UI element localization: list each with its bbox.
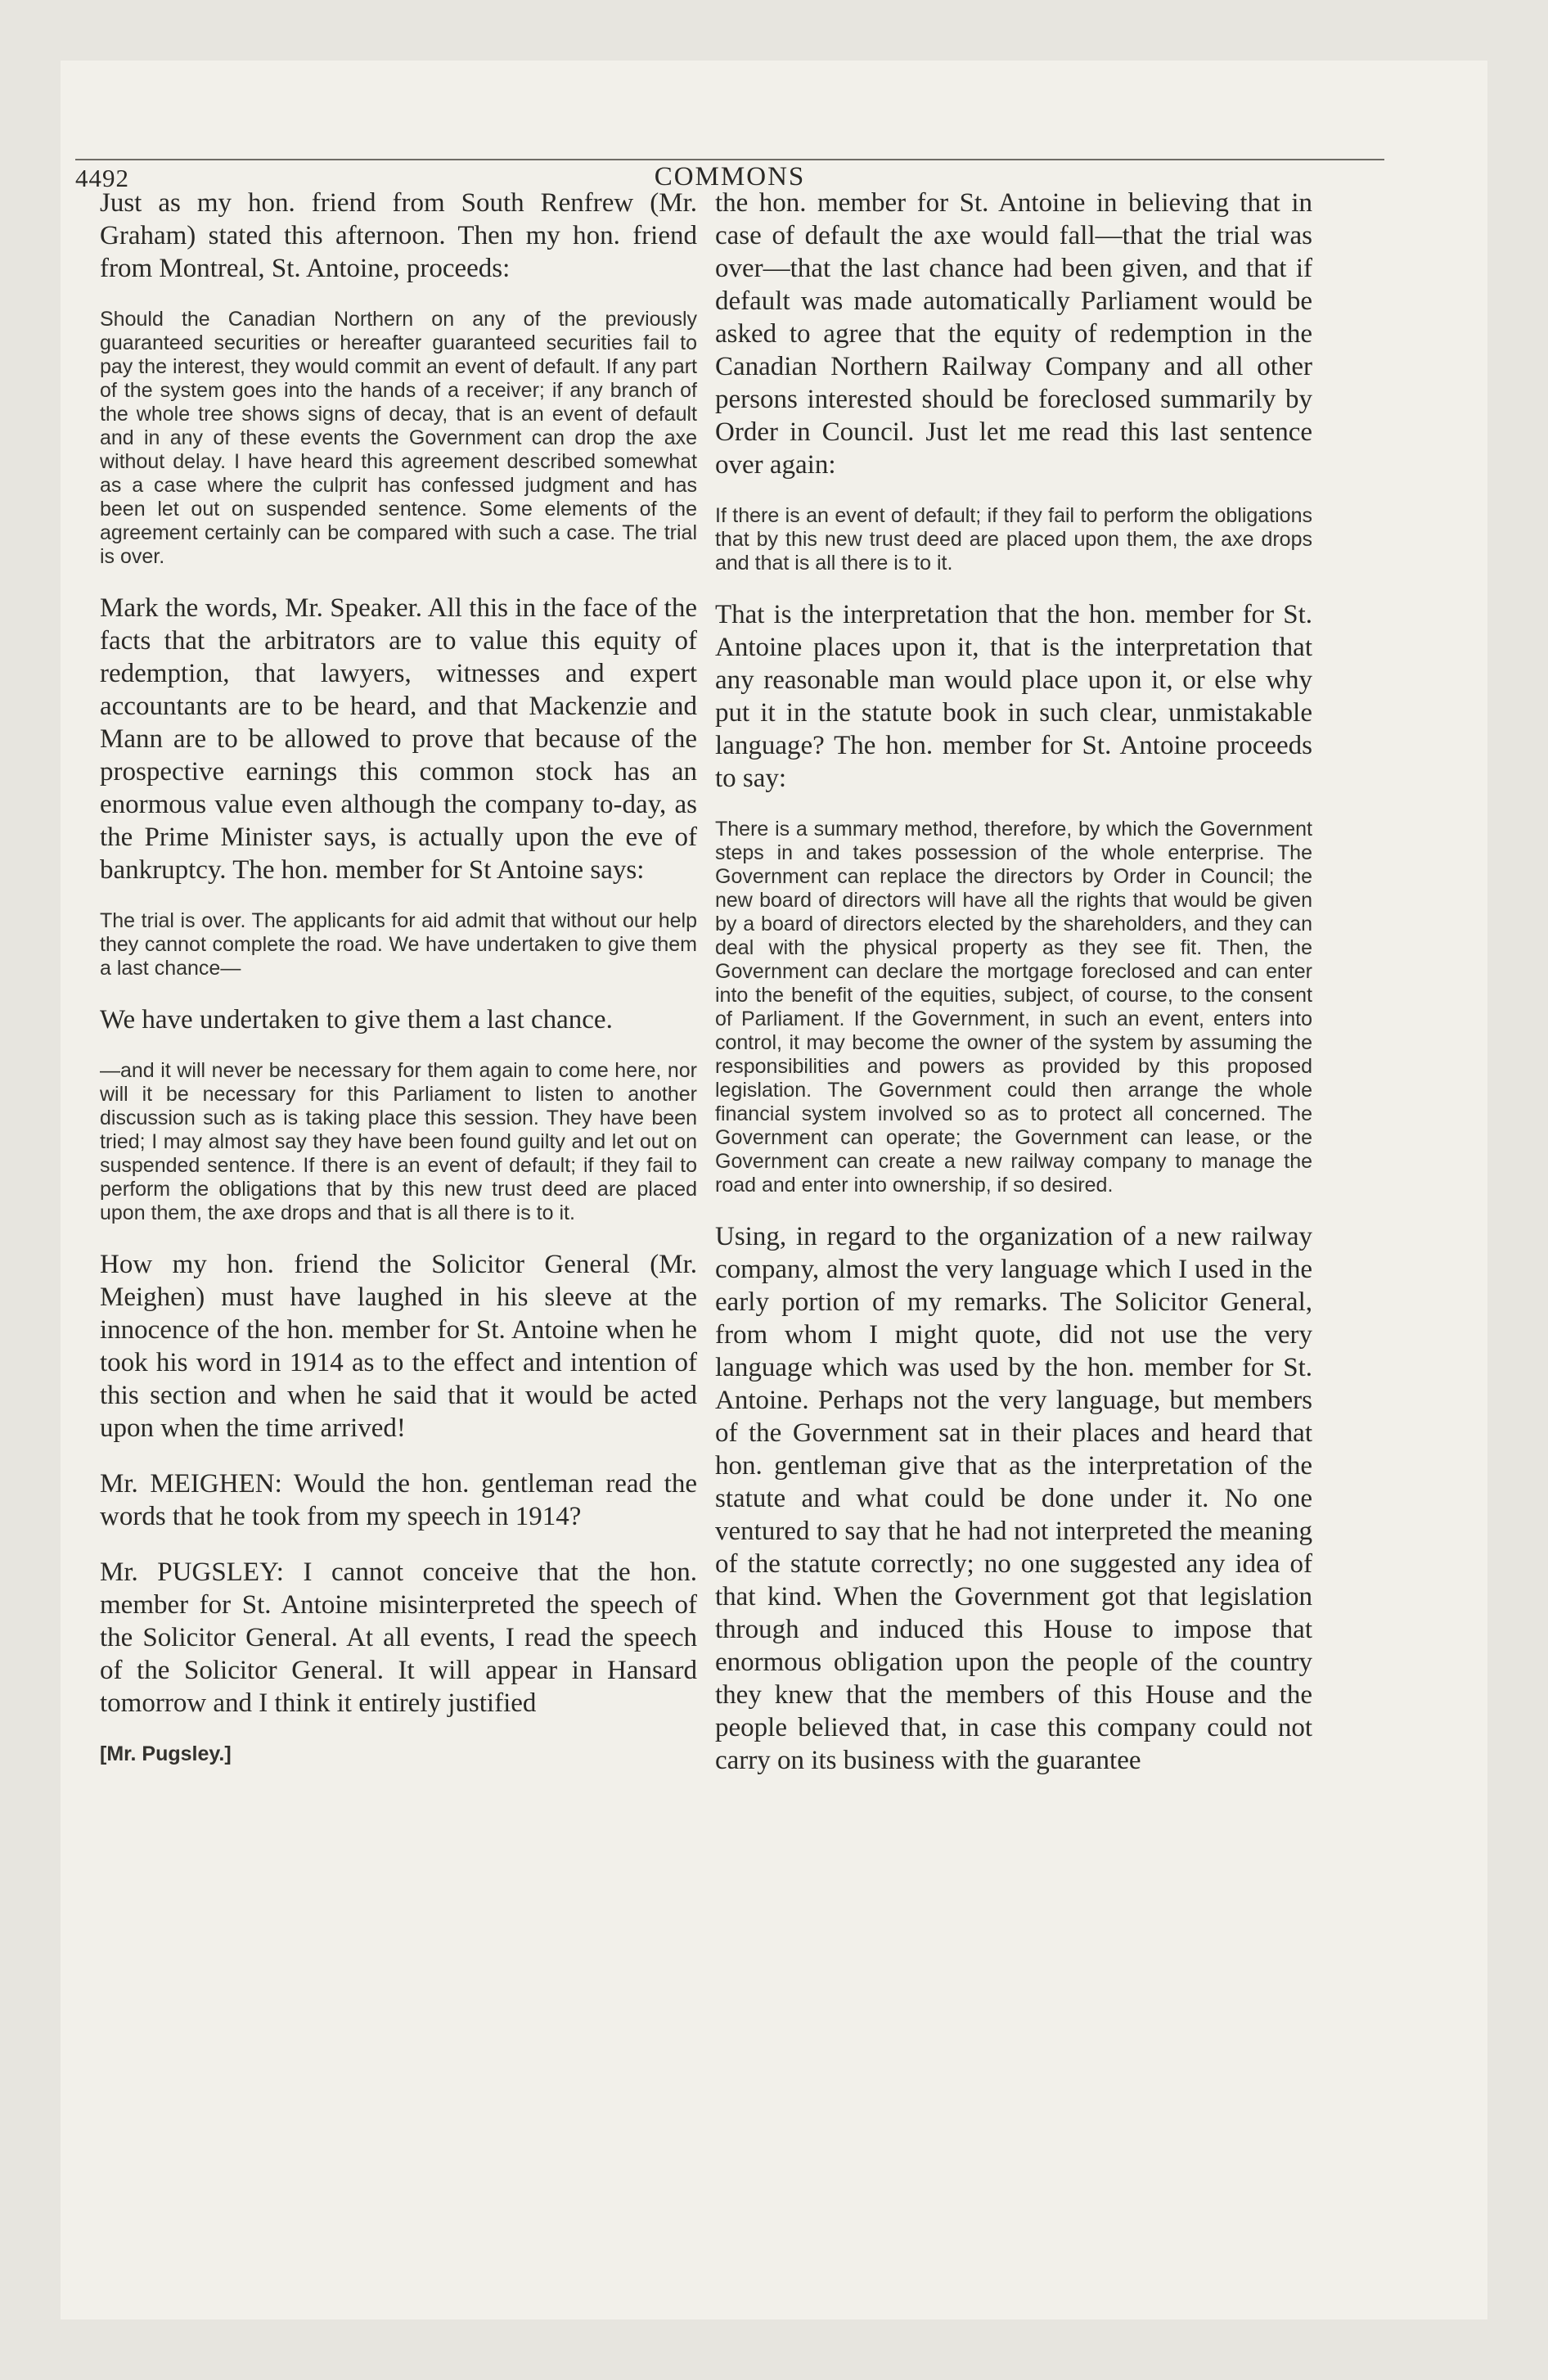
quoted-passage: The trial is over. The applicants for aid admit that without our help they cannot complete the road. We have undertaken to give them a last chance— <box>100 909 697 980</box>
paragraph: Just as my hon. friend from South Renfrew (Mr. Graham) stated this afternoon. Then my hon. friend from Montreal, St. Antoine, proceeds: <box>100 188 697 283</box>
paragraph: Mr. MEIGHEN: Would the hon. gentleman read the words that he took from my speech in 1914? <box>100 1469 697 1531</box>
paragraph: That is the interpretation that the hon. member for St. Antoine places upon it, that is the interpretation that any reasonable man would place upon it, or else why put it in the statute book in such clear, unmistakable language? The hon. member for St. Antoine proceeds to say: <box>715 600 1312 793</box>
paragraph: We have undertaken to give them a last chance. <box>100 1005 613 1034</box>
paragraph: Using, in regard to the organization of a new railway company, almost the very language which I used in the early portion of my remarks. The Solicitor General, from whom I might quote, did not use the very language which was used by the hon. member for St. Antoine. Perhaps not the very language, but members of the Government sat in their places and heard that hon. gentleman give that as the interpretation of the statute and what could be done under it. No one ventured to say that he had not interpreted the meaning of the statute correctly; no one suggested any idea of that kind. When the Government got that legislation through and induced this House to impose that enormous obligation upon the people of the country they knew that the members of this House and the people believed that, in case this company could not carry on its business with the guarantee <box>715 1222 1312 1775</box>
running-head: COMMONS <box>654 162 806 192</box>
speaker-attribution: [Mr. Pugsley.] <box>100 1742 232 1765</box>
quoted-passage: If there is an event of default; if they fail to perform the obligations that by this new trust deed are placed upon them, the axe drops and that is all there is to it. <box>715 504 1312 575</box>
right-column <box>715 187 1312 1800</box>
quoted-passage: —and it will never be necessary for them again to come here, nor will it be necessary for this Parliament to listen to another discussion such as is taking place this session. They have been tried; I may almost say they have been found guilty and let out on suspended sentence. If there is an event of default; if they fail to perform the obligations that by this new trust deed are placed upon them, the axe drops and that is all there is to it. <box>100 1059 697 1224</box>
paragraph: Mr. PUGSLEY: I cannot conceive that the hon. member for St. Antoine misinterpreted the speech of the Solicitor General. At all events, I read the speech of the Solicitor General. It will appear in Hansard tomorrow and I think it entirely justified <box>100 1557 697 1718</box>
page-number: 4492 <box>75 164 129 192</box>
quoted-passage: Should the Canadian Northern on any of the previously guaranteed securities or hereafter guaranteed securities fail to pay the interest, they would commit an event of default. If any part of the system goes into the hands of a receiver; if any branch of the whole tree shows signs of decay, that is an event of default and in any of these events the Government can drop the axe without delay. I have heard this agreement described somewhat as a case where the culprit has confessed judgment and has been let out on suspended sentence. Some elements of the agreement certainly can be compared with such a case. The trial is over. <box>100 308 697 568</box>
header-rule <box>75 159 1384 160</box>
page-header <box>75 100 1384 192</box>
paragraph: Mark the words, Mr. Speaker. All this in the face of the facts that the arbitrators are to value this equity of redemption, that lawyers, witnesses and expert accountants are to be heard, and that Mackenzie and Mann are to be allowed to prove that because of the prospective earnings this common stock has an enormous value even although the company to-day, as the Prime Minister says, is actually upon the eve of bankruptcy. The hon. member for St Antoine says: <box>100 593 697 885</box>
paragraph: How my hon. friend the Solicitor General (Mr. Meighen) must have laughed in his sleeve at the innocence of the hon. member for St. Antoine when he took his word in 1914 as to the effect and intention of this section and when he said that it would be acted upon when the time arrived! <box>100 1250 697 1443</box>
left-column <box>100 187 697 1766</box>
paragraph: the hon. member for St. Antoine in believing that in case of default the axe would fall—that the trial was over—that the last chance had been given, and that if default was made automatically Parliament would be asked to agree that the equity of redemption in the Canadian Northern Railway Company and all other persons interested should be foreclosed summarily by Order in Council. Just let me read this last sentence over again: <box>715 188 1312 480</box>
quoted-passage: There is a summary method, therefore, by which the Government steps in and takes possession of the whole enterprise. The Government can replace the directors by Order in Council; the new board of directors will have all the rights that would be given by a board of directors elected by the shareholders, and they can deal with the physical property as they see fit. Then, the Government can declare the mortgage foreclosed and can enter into the benefit of the equities, subject, of course, to the consent of Parliament. If the Government, in such an event, enters into control, it may become the owner of the system by assuming the responsibilities and powers as provided by this proposed legislation. The Government could then arrange the whole financial system involved so as to protect all concerned. The Government can operate; the Government can lease, or the Government can create a new railway company to manage the road and enter into ownership, if so desired. <box>715 818 1312 1197</box>
